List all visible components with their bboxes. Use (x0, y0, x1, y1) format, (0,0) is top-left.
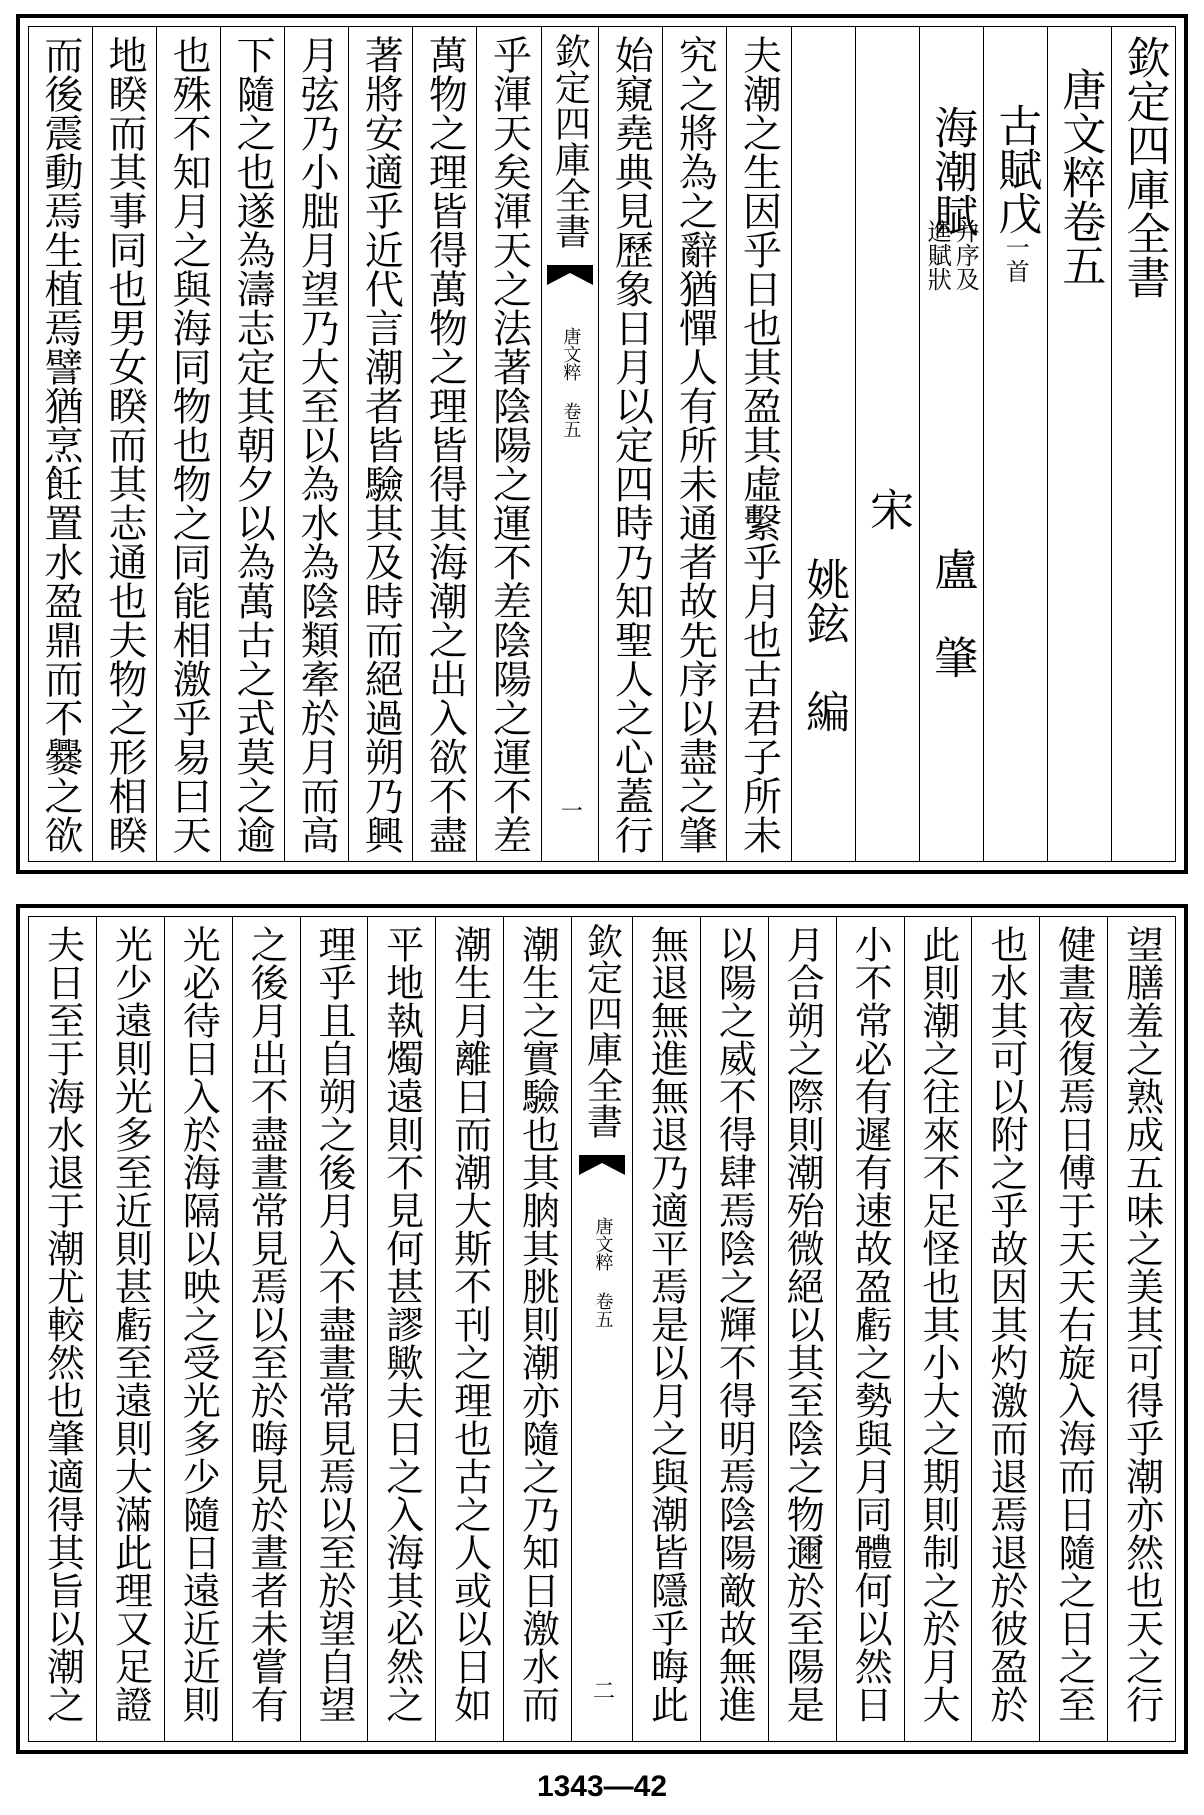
text-column (164, 917, 232, 1741)
text-line: 小不常必有遲有速故盈虧之勢與月同體何以然日 (848, 925, 893, 1723)
text-line: 究之將為之辭猶憚人有所未通者故先序以盡之肇 (672, 35, 718, 854)
text-column (768, 917, 836, 1741)
text-line: 也水其可以附之乎故因其灼激而退焉退於彼盈於 (983, 925, 1028, 1723)
text-line: 健晝夜復焉日傅于天天右旋入海而日隨之日之至 (1051, 925, 1096, 1723)
editor-name: 姚鉉 編 (798, 557, 850, 733)
center-fold (571, 917, 632, 1741)
center-subtitle: 唐文粹 卷五 (560, 327, 582, 438)
text-column (836, 917, 904, 1741)
text-column (632, 917, 700, 1741)
bottom-page-frame (28, 916, 1176, 1742)
author-name: 盧 肇 (926, 547, 978, 679)
text-line: 地睽而其事同也男女睽而其志通也夫物之形相睽 (102, 35, 148, 854)
section-title (990, 103, 1042, 283)
work-title (926, 105, 978, 237)
text-line: 此則潮之往來不足怪也其小大之期則制之於月大 (915, 925, 960, 1723)
editor-column (855, 27, 919, 861)
work-note (920, 219, 983, 291)
text-column (367, 917, 435, 1741)
text-line: 無退無進無退乃適平焉是以月之與潮皆隱乎晦此 (644, 925, 689, 1723)
bottom-page (16, 904, 1188, 1754)
text-column (348, 27, 412, 861)
dynasty: 宋 (862, 487, 914, 531)
text-column (598, 27, 662, 861)
text-column (971, 917, 1039, 1741)
text-column (1107, 917, 1175, 1741)
text-line: 光必待日入於海隔以映之受光多少隨日遠近近則 (176, 925, 221, 1723)
page-number: 一 (557, 799, 583, 821)
text-line: 月弦乃小朏月望乃大至以為水為陰類牽於月而高 (294, 35, 340, 854)
work-note-b: 進賦狀 (923, 219, 952, 291)
section-column (983, 27, 1047, 861)
book-header: 欽定四庫全書 (1118, 35, 1170, 299)
text-line: 月合朔之際則潮殆微絕以其至陰之物邇於至陽是 (780, 925, 825, 1723)
fish-tail-mark-icon (579, 1155, 625, 1175)
text-line: 光少遠則光多至近則甚虧至遠則大滿此理又足證 (108, 925, 153, 1723)
text-line: 也殊不知月之與海同物也物之同能相激乎易曰天 (166, 35, 212, 854)
volume-title-column (1047, 27, 1111, 861)
page-footer-number: 1343—42 (536, 1770, 668, 1803)
text-line: 之後月出不盡晝常見焉以至於晦見於晝者未嘗有 (244, 925, 289, 1723)
text-column (232, 917, 300, 1741)
work-title-column (919, 27, 983, 861)
top-page (16, 14, 1188, 874)
text-column (412, 27, 476, 861)
text-line: 下隨之也遂為濤志定其朝夕以為萬古之式莫之逾 (230, 35, 276, 854)
text-line: 乎渾天矣渾天之法著陰陽之運不差陰陽之運不差 (486, 35, 532, 854)
top-page-columns (29, 27, 1175, 861)
text-line: 望膳羞之熟成五味之美其可得乎潮亦然也天之行 (1119, 925, 1164, 1723)
text-line: 始窺堯典見歷象日月以定四時乃知聖人之心蓋行 (608, 35, 654, 854)
section-name: 古賦戊 (990, 103, 1042, 235)
center-header: 欽定四庫全書 (581, 923, 623, 1139)
text-column (435, 917, 503, 1741)
text-column (96, 917, 164, 1741)
text-column (284, 27, 348, 861)
text-column (300, 917, 368, 1741)
text-line: 而後震動焉生植焉譬猶烹飪置水盈鼎而不爨之欲 (37, 35, 83, 854)
text-line: 夫日至于海水退于潮尤較然也肇適得其旨以潮之 (40, 925, 85, 1723)
center-fold (541, 27, 599, 861)
text-line: 萬物之理皆得萬物之理皆得其海潮之出入欲不盡 (422, 35, 468, 854)
text-line: 理乎且自朔之後月入不盡晝常見焉以至於望自望 (311, 925, 356, 1723)
fish-tail-mark-icon (547, 265, 593, 285)
text-line: 夫潮之生因乎日也其盈其虛繫乎月也古君子所未 (736, 35, 782, 854)
section-note: 一首 (1001, 235, 1030, 283)
text-column (92, 27, 156, 861)
work-note-a: 并序及 (951, 219, 980, 291)
text-line: 以陽之威不得肆焉陰之輝不得明焉陰陽敵故無進 (712, 925, 757, 1723)
text-column (904, 917, 972, 1741)
work-title-text: 海潮賦 (926, 105, 978, 237)
center-subtitle: 唐文粹 卷五 (592, 1217, 614, 1328)
top-header-column (1111, 27, 1175, 861)
text-column (156, 27, 220, 861)
text-column (503, 917, 571, 1741)
text-column (29, 917, 96, 1741)
text-column (700, 917, 768, 1741)
text-column (220, 27, 284, 861)
text-column (1039, 917, 1107, 1741)
center-header: 欽定四庫全書 (549, 33, 591, 249)
volume-title: 唐文粹卷五 (1054, 67, 1106, 287)
top-page-frame (28, 26, 1176, 862)
text-column (476, 27, 540, 861)
bottom-page-columns (29, 917, 1175, 1741)
text-line: 潮生月離日而潮大斯不刊之理也古之人或以日如 (447, 925, 492, 1723)
page-number: 二 (589, 1679, 615, 1701)
text-column (662, 27, 726, 861)
editor-column-2 (791, 27, 855, 861)
text-line: 潮生之實驗也其朒其朓則潮亦隨之乃知日激水而 (515, 925, 560, 1723)
text-column (726, 27, 790, 861)
text-column (29, 27, 92, 861)
text-line: 著將安適乎近代言潮者皆驗其及時而絕過朔乃興 (358, 35, 404, 854)
text-line: 平地執燭遠則不見何甚謬歟夫日之入海其必然之 (379, 925, 424, 1723)
